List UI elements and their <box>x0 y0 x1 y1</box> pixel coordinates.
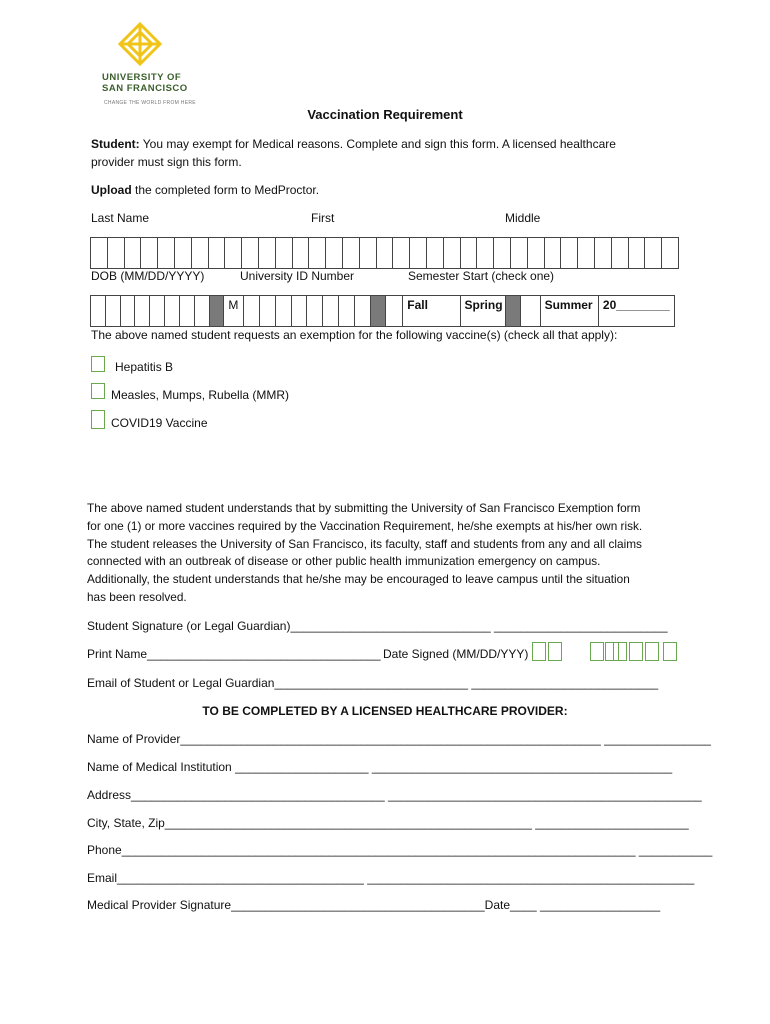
phone-field[interactable]: Phone_____________________________________________________________________________ ___________ <box>87 843 713 857</box>
name-letter-box[interactable] <box>125 238 142 268</box>
hepatitis-b-label: Hepatitis B <box>115 360 174 374</box>
name-letter-box[interactable] <box>377 238 394 268</box>
dob-box[interactable] <box>165 296 180 326</box>
upload-instructions <box>91 183 319 197</box>
name-letter-box[interactable] <box>192 238 209 268</box>
name-letter-box[interactable] <box>629 238 646 268</box>
name-letter-box[interactable] <box>561 238 578 268</box>
name-letter-box[interactable] <box>595 238 612 268</box>
agreement-line: connected with an outbreak of disease or other public health immunization emergency on campus. <box>87 554 601 569</box>
name-letter-box[interactable] <box>326 238 343 268</box>
dob-label: DOB (MM/DD/YYYY) <box>91 269 205 283</box>
middle-name-label: Middle <box>505 211 541 225</box>
upload-label: Upload <box>91 183 132 197</box>
student-label: Student: <box>91 137 140 151</box>
name-letter-box[interactable] <box>242 238 259 268</box>
student-text-1: You may exempt for Medical reasons. Complete and sign this form. A licensed healthcare <box>139 137 616 151</box>
name-letter-box[interactable] <box>545 238 562 268</box>
name-letter-box[interactable] <box>225 238 242 268</box>
student-email-field[interactable]: Email of Student or Legal Guardian_____________________________ ____________________________ <box>87 676 659 690</box>
uid-box[interactable] <box>355 296 371 326</box>
university-id-label: University ID Number <box>240 269 355 283</box>
print-name-field[interactable]: Print Name___________________________________ <box>87 647 381 661</box>
fall-label: Fall <box>403 296 460 326</box>
name-letter-box[interactable] <box>578 238 595 268</box>
logo-wordmark <box>102 72 188 94</box>
name-letter-box[interactable] <box>343 238 360 268</box>
agreement-line: The student releases the University of San Francisco, its faculty, staff and students from any and all claims <box>87 536 642 551</box>
provider-signature-field[interactable]: Medical Provider Signature______________________________________Date____ __________________ <box>87 898 661 912</box>
dob-box[interactable] <box>180 296 195 326</box>
provider-name-field[interactable]: Name of Provider_______________________________________________________________ ________________ <box>87 732 711 746</box>
date-box[interactable] <box>629 642 643 661</box>
semester-label: Semester Start (check one) <box>408 269 555 283</box>
logo-line-1: UNIVERSITY OF <box>102 72 182 83</box>
uid-box[interactable] <box>260 296 276 326</box>
student-instructions <box>91 137 616 151</box>
dob-box[interactable] <box>121 296 136 326</box>
separator-cell <box>210 296 225 326</box>
covid19-checkbox[interactable] <box>91 410 105 429</box>
usf-logo-icon <box>118 22 162 66</box>
name-letter-box[interactable] <box>662 238 679 268</box>
name-letter-box[interactable] <box>461 238 478 268</box>
uid-box[interactable] <box>244 296 260 326</box>
name-letter-box[interactable] <box>612 238 629 268</box>
fall-checkbox[interactable] <box>371 296 387 326</box>
uid-box[interactable] <box>292 296 308 326</box>
spacer-cell <box>386 296 403 326</box>
agreement-line: Additionally, the student understands that he/she may be encouraged to leave campus until the situation <box>87 572 630 587</box>
logo-line-2: SAN FRANCISCO <box>102 83 188 94</box>
mmr-checkbox[interactable] <box>91 383 105 399</box>
name-letter-box[interactable] <box>360 238 377 268</box>
vaccines-prompt: The above named student requests an exemption for the following vaccine(s) (check all that apply): <box>91 328 618 342</box>
date-signed-label: Date Signed (MM/DD/YYY) <box>383 647 529 661</box>
page-title: Vaccination Requirement <box>307 107 463 122</box>
summer-label: Summer <box>541 296 599 326</box>
id-semester-row <box>90 295 675 327</box>
date-box[interactable] <box>532 642 546 661</box>
name-letter-box[interactable] <box>645 238 662 268</box>
name-letter-box[interactable] <box>209 238 226 268</box>
name-letter-box[interactable] <box>293 238 310 268</box>
dob-box[interactable] <box>91 296 106 326</box>
name-letter-box[interactable] <box>477 238 494 268</box>
name-letter-box[interactable] <box>91 238 108 268</box>
covid19-label: COVID19 Vaccine <box>111 416 208 430</box>
hepatitis-b-checkbox[interactable] <box>91 356 105 372</box>
uid-box[interactable] <box>339 296 355 326</box>
name-letter-box[interactable] <box>141 238 158 268</box>
dob-box[interactable] <box>150 296 165 326</box>
date-box[interactable] <box>548 642 562 661</box>
upload-text: the completed form to MedProctor. <box>131 183 320 197</box>
name-letter-box[interactable] <box>259 238 276 268</box>
uid-box[interactable] <box>276 296 292 326</box>
agreement-line: has been resolved. <box>87 589 187 604</box>
dob-box[interactable] <box>106 296 121 326</box>
provider-section-header: TO BE COMPLETED BY A LICENSED HEALTHCARE PROVIDER: <box>202 704 568 718</box>
last-name-label: Last Name <box>91 211 150 225</box>
m-label: M <box>224 296 244 326</box>
name-letter-box[interactable] <box>494 238 511 268</box>
name-letter-box[interactable] <box>511 238 528 268</box>
dob-box[interactable] <box>195 296 210 326</box>
name-letter-box[interactable] <box>175 238 192 268</box>
student-text-2: provider must sign this form. <box>91 155 242 169</box>
date-box[interactable] <box>613 642 627 661</box>
date-box[interactable] <box>590 642 604 661</box>
name-letter-box[interactable] <box>410 238 427 268</box>
email-field[interactable]: Email_____________________________________ _________________________________________________ <box>87 871 695 885</box>
name-letter-box[interactable] <box>276 238 293 268</box>
year-field[interactable]: 20________ <box>599 296 675 326</box>
spring-checkbox[interactable] <box>506 296 521 326</box>
name-letter-box[interactable] <box>158 238 175 268</box>
name-letter-box[interactable] <box>444 238 461 268</box>
mmr-label: Measles, Mumps, Rubella (MMR) <box>111 388 290 402</box>
date-box[interactable] <box>645 642 659 661</box>
name-letter-box[interactable] <box>309 238 326 268</box>
name-letter-box[interactable] <box>528 238 545 268</box>
city-state-zip-field[interactable]: City, State, Zip_______________________________________________________ _______________________ <box>87 816 689 830</box>
uid-box[interactable] <box>323 296 339 326</box>
agreement-line: The above named student understands that by submitting the University of San Francisco Exemption form <box>87 501 641 515</box>
logo-tagline: CHANGE THE WORLD FROM HERE <box>104 100 196 106</box>
address-field[interactable]: Address______________________________________ _______________________________________________ <box>87 788 702 802</box>
medical-institution-field[interactable]: Name of Medical Institution ____________________ _____________________________________________ <box>87 760 673 774</box>
date-box[interactable] <box>663 642 677 661</box>
spring-label: Spring <box>461 296 506 326</box>
dob-box[interactable] <box>135 296 150 326</box>
uid-box[interactable] <box>307 296 323 326</box>
agreement-paragraph <box>87 500 687 607</box>
name-entry-boxes[interactable] <box>90 237 679 269</box>
name-letter-box[interactable] <box>393 238 410 268</box>
student-signature-field[interactable]: Student Signature (or Legal Guardian)______________________________ __________________________ <box>87 619 668 633</box>
first-name-label: First <box>311 211 335 225</box>
agreement-line: for one (1) or more vaccines required by the Vaccination Requirement, he/she exempts at his/her own risk. <box>87 518 643 533</box>
name-letter-box[interactable] <box>427 238 444 268</box>
name-letter-box[interactable] <box>108 238 125 268</box>
spacer-cell <box>521 296 541 326</box>
